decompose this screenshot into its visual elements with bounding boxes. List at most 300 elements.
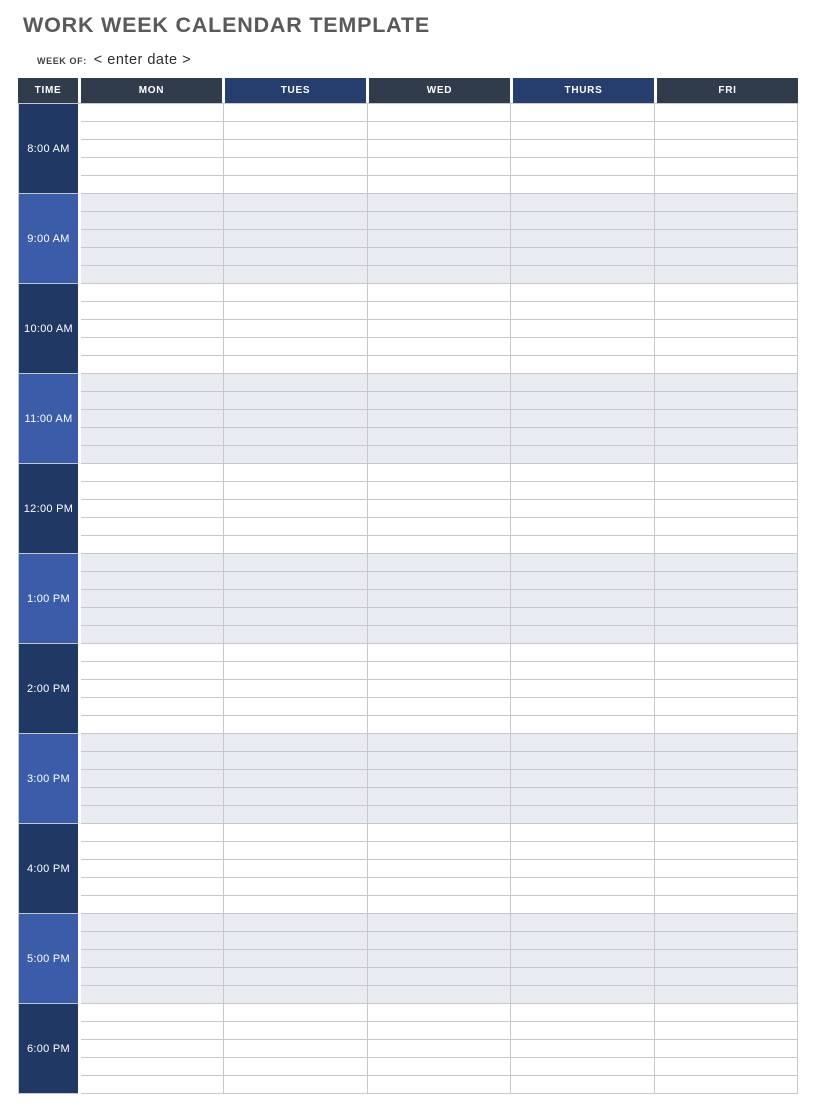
slot-grid <box>78 734 798 824</box>
calendar-cell[interactable] <box>511 212 654 230</box>
calendar-cell[interactable] <box>655 230 798 248</box>
calendar-cell[interactable] <box>511 194 654 212</box>
calendar-cell[interactable] <box>368 122 511 140</box>
calendar-cell[interactable] <box>368 806 511 824</box>
calendar-cell[interactable] <box>368 284 511 302</box>
calendar-cell[interactable] <box>511 986 654 1004</box>
calendar-cell[interactable] <box>81 788 224 806</box>
calendar-cell[interactable] <box>224 500 367 518</box>
calendar-cell[interactable] <box>81 194 224 212</box>
calendar-cell[interactable] <box>655 842 798 860</box>
calendar-cell[interactable] <box>81 104 224 122</box>
calendar-cell[interactable] <box>511 914 654 932</box>
calendar-cell[interactable] <box>224 878 367 896</box>
calendar-cell[interactable] <box>368 410 511 428</box>
hour-block <box>19 464 798 554</box>
time-cell: 10:00 AM <box>19 284 78 374</box>
calendar-cell[interactable] <box>368 716 511 734</box>
calendar-cell[interactable] <box>224 338 367 356</box>
calendar-cell[interactable] <box>511 950 654 968</box>
calendar-cell[interactable] <box>655 986 798 1004</box>
calendar-cell[interactable] <box>655 392 798 410</box>
calendar-cell[interactable] <box>81 1004 224 1022</box>
calendar-cell[interactable] <box>224 266 367 284</box>
calendar-cell[interactable] <box>655 698 798 716</box>
calendar-cell[interactable] <box>368 572 511 590</box>
calendar-cell[interactable] <box>511 842 654 860</box>
calendar-cell[interactable] <box>81 698 224 716</box>
calendar-cell[interactable] <box>224 374 367 392</box>
calendar-cell[interactable] <box>81 428 224 446</box>
calendar-cell[interactable] <box>81 482 224 500</box>
calendar-cell[interactable] <box>81 716 224 734</box>
calendar-cell[interactable] <box>81 320 224 338</box>
day-header-wed: WED <box>366 78 510 103</box>
calendar-cell[interactable] <box>655 950 798 968</box>
calendar-cell[interactable] <box>224 662 367 680</box>
calendar-cell[interactable] <box>511 590 654 608</box>
calendar-cell[interactable] <box>368 1058 511 1076</box>
calendar-cell[interactable] <box>81 554 224 572</box>
calendar-cell[interactable] <box>655 266 798 284</box>
calendar-cell[interactable] <box>81 860 224 878</box>
calendar-cell[interactable] <box>655 482 798 500</box>
calendar-cell[interactable] <box>224 788 367 806</box>
calendar-cell[interactable] <box>224 212 367 230</box>
calendar-cell[interactable] <box>511 968 654 986</box>
time-cell: 1:00 PM <box>19 554 78 644</box>
calendar-cell[interactable] <box>368 680 511 698</box>
calendar-cell[interactable] <box>655 554 798 572</box>
calendar-cell[interactable] <box>81 500 224 518</box>
calendar-cell[interactable] <box>655 158 798 176</box>
calendar-cell[interactable] <box>224 626 367 644</box>
calendar-cell[interactable] <box>81 986 224 1004</box>
calendar-cell[interactable] <box>224 770 367 788</box>
calendar-cell[interactable] <box>224 950 367 968</box>
calendar-cell[interactable] <box>511 680 654 698</box>
slot-grid <box>78 284 798 374</box>
calendar-cell[interactable] <box>511 266 654 284</box>
calendar-cell[interactable] <box>655 968 798 986</box>
calendar-cell[interactable] <box>655 104 798 122</box>
calendar-cell[interactable] <box>511 356 654 374</box>
calendar-cell[interactable] <box>224 842 367 860</box>
calendar-cell[interactable] <box>511 734 654 752</box>
calendar-cell[interactable] <box>655 176 798 194</box>
hour-block <box>19 1004 798 1094</box>
calendar-cell[interactable] <box>655 428 798 446</box>
calendar-cell[interactable] <box>81 212 224 230</box>
calendar-cell[interactable] <box>511 338 654 356</box>
calendar-cell[interactable] <box>655 284 798 302</box>
day-header-thurs: THURS <box>510 78 654 103</box>
calendar-cell[interactable] <box>224 806 367 824</box>
calendar-cell[interactable] <box>224 1022 367 1040</box>
calendar-cell[interactable] <box>655 446 798 464</box>
calendar-cell[interactable] <box>368 590 511 608</box>
time-cell: 5:00 PM <box>19 914 78 1004</box>
calendar-cell[interactable] <box>224 428 367 446</box>
calendar-cell[interactable] <box>511 410 654 428</box>
calendar-cell[interactable] <box>368 140 511 158</box>
calendar-cell[interactable] <box>655 860 798 878</box>
calendar-cell[interactable] <box>81 1040 224 1058</box>
calendar-cell[interactable] <box>368 1022 511 1040</box>
calendar-cell[interactable] <box>655 1076 798 1094</box>
time-cell: 8:00 AM <box>19 104 78 194</box>
calendar-cell[interactable] <box>655 932 798 950</box>
calendar-cell[interactable] <box>368 734 511 752</box>
calendar-cell[interactable] <box>224 680 367 698</box>
calendar-cell[interactable] <box>655 122 798 140</box>
calendar-cell[interactable] <box>224 176 367 194</box>
calendar-cell[interactable] <box>368 878 511 896</box>
calendar-cell[interactable] <box>655 896 798 914</box>
calendar-cell[interactable] <box>368 662 511 680</box>
calendar-cell[interactable] <box>511 158 654 176</box>
calendar-cell[interactable] <box>81 1022 224 1040</box>
slot-grid <box>78 104 798 194</box>
hour-block <box>19 284 798 374</box>
calendar-cell[interactable] <box>224 1058 367 1076</box>
hour-block <box>19 554 798 644</box>
calendar-cell[interactable] <box>224 860 367 878</box>
calendar-cell[interactable] <box>368 860 511 878</box>
calendar-cell[interactable] <box>511 446 654 464</box>
calendar-cell[interactable] <box>81 338 224 356</box>
calendar-cell[interactable] <box>224 482 367 500</box>
calendar-cell[interactable] <box>81 176 224 194</box>
calendar-cell[interactable] <box>81 464 224 482</box>
calendar-cell[interactable] <box>81 806 224 824</box>
calendar-cell[interactable] <box>511 896 654 914</box>
calendar-cell[interactable] <box>655 320 798 338</box>
calendar-cell[interactable] <box>655 572 798 590</box>
calendar-cell[interactable] <box>81 572 224 590</box>
calendar-cell[interactable] <box>81 446 224 464</box>
calendar-cell[interactable] <box>224 968 367 986</box>
calendar-cell[interactable] <box>655 194 798 212</box>
calendar-cell[interactable] <box>368 932 511 950</box>
calendar-cell[interactable] <box>655 680 798 698</box>
calendar-cell[interactable] <box>655 1004 798 1022</box>
calendar-cell[interactable] <box>224 392 367 410</box>
calendar-cell[interactable] <box>655 770 798 788</box>
calendar-cell[interactable] <box>511 536 654 554</box>
calendar-cell[interactable] <box>655 410 798 428</box>
calendar-cell[interactable] <box>368 1004 511 1022</box>
calendar-cell[interactable] <box>511 752 654 770</box>
calendar-cell[interactable] <box>655 626 798 644</box>
calendar-cell[interactable] <box>655 212 798 230</box>
calendar-cell[interactable] <box>368 896 511 914</box>
calendar-cell[interactable] <box>368 464 511 482</box>
calendar-cell[interactable] <box>81 410 224 428</box>
calendar-cell[interactable] <box>81 626 224 644</box>
calendar-cell[interactable] <box>224 122 367 140</box>
calendar-cell[interactable] <box>224 986 367 1004</box>
calendar-cell[interactable] <box>655 140 798 158</box>
calendar-cell[interactable] <box>511 284 654 302</box>
calendar-cell[interactable] <box>655 644 798 662</box>
calendar-cell[interactable] <box>81 842 224 860</box>
calendar-cell[interactable] <box>368 644 511 662</box>
calendar-cell[interactable] <box>511 1004 654 1022</box>
calendar-cell[interactable] <box>368 518 511 536</box>
calendar-cell[interactable] <box>368 158 511 176</box>
calendar-cell[interactable] <box>81 302 224 320</box>
calendar-cell[interactable] <box>511 932 654 950</box>
calendar-cell[interactable] <box>224 734 367 752</box>
calendar-cell[interactable] <box>368 230 511 248</box>
calendar-cell[interactable] <box>224 320 367 338</box>
calendar-cell[interactable] <box>81 950 224 968</box>
calendar-cell[interactable] <box>368 500 511 518</box>
calendar-cell[interactable] <box>655 806 798 824</box>
calendar-cell[interactable] <box>81 608 224 626</box>
calendar-cell[interactable] <box>655 338 798 356</box>
calendar-cell[interactable] <box>368 914 511 932</box>
calendar-cell[interactable] <box>224 194 367 212</box>
calendar-cell[interactable] <box>81 932 224 950</box>
calendar-cell[interactable] <box>224 536 367 554</box>
calendar-cell[interactable] <box>368 338 511 356</box>
calendar-cell[interactable] <box>368 842 511 860</box>
calendar-cell[interactable] <box>511 608 654 626</box>
calendar-cell[interactable] <box>224 590 367 608</box>
calendar-cell[interactable] <box>224 104 367 122</box>
calendar-cell[interactable] <box>511 518 654 536</box>
calendar-cell[interactable] <box>655 356 798 374</box>
calendar-cell[interactable] <box>511 716 654 734</box>
calendar-cell[interactable] <box>511 860 654 878</box>
calendar-cell[interactable] <box>224 752 367 770</box>
calendar-cell[interactable] <box>224 1040 367 1058</box>
calendar-cell[interactable] <box>511 878 654 896</box>
calendar-cell[interactable] <box>224 914 367 932</box>
calendar-cell[interactable] <box>655 518 798 536</box>
calendar-cell[interactable] <box>511 104 654 122</box>
calendar-cell[interactable] <box>224 158 367 176</box>
calendar-cell[interactable] <box>511 230 654 248</box>
calendar-cell[interactable] <box>368 176 511 194</box>
calendar-cell[interactable] <box>368 374 511 392</box>
slot-grid <box>78 554 798 644</box>
calendar-cell[interactable] <box>368 752 511 770</box>
calendar-cell[interactable] <box>81 374 224 392</box>
calendar-cell[interactable] <box>655 914 798 932</box>
calendar-cell[interactable] <box>368 1076 511 1094</box>
calendar-cell[interactable] <box>224 572 367 590</box>
calendar-cell[interactable] <box>81 1076 224 1094</box>
calendar-cell[interactable] <box>368 446 511 464</box>
calendar-cell[interactable] <box>655 662 798 680</box>
calendar-cell[interactable] <box>224 1076 367 1094</box>
calendar-cell[interactable] <box>511 644 654 662</box>
calendar-cell[interactable] <box>224 356 367 374</box>
slot-grid <box>78 374 798 464</box>
calendar-body <box>18 103 798 1094</box>
calendar-cell[interactable] <box>368 248 511 266</box>
calendar-cell[interactable] <box>224 608 367 626</box>
calendar-cell[interactable] <box>511 626 654 644</box>
calendar-cell[interactable] <box>368 194 511 212</box>
calendar-cell[interactable] <box>511 788 654 806</box>
time-cell: 3:00 PM <box>19 734 78 824</box>
calendar-cell[interactable] <box>224 446 367 464</box>
calendar-cell[interactable] <box>511 500 654 518</box>
calendar-cell[interactable] <box>368 482 511 500</box>
calendar-cell[interactable] <box>224 518 367 536</box>
calendar-cell[interactable] <box>81 878 224 896</box>
calendar-cell[interactable] <box>81 392 224 410</box>
calendar-cell[interactable] <box>368 986 511 1004</box>
calendar-cell[interactable] <box>368 950 511 968</box>
calendar-cell[interactable] <box>368 968 511 986</box>
calendar-cell[interactable] <box>81 644 224 662</box>
calendar-cell[interactable] <box>81 1058 224 1076</box>
day-header-mon: MON <box>78 78 222 103</box>
calendar-cell[interactable] <box>511 824 654 842</box>
calendar-cell[interactable] <box>224 896 367 914</box>
week-of-row <box>37 52 191 68</box>
calendar-cell[interactable] <box>511 1076 654 1094</box>
calendar-cell[interactable] <box>81 824 224 842</box>
calendar-cell[interactable] <box>511 1022 654 1040</box>
calendar-cell[interactable] <box>511 140 654 158</box>
calendar-cell[interactable] <box>655 590 798 608</box>
calendar-cell[interactable] <box>511 662 654 680</box>
slot-grid <box>78 1004 798 1094</box>
calendar-cell[interactable] <box>655 1022 798 1040</box>
calendar-cell[interactable] <box>81 590 224 608</box>
calendar-cell[interactable] <box>368 320 511 338</box>
calendar-cell[interactable] <box>655 302 798 320</box>
calendar-cell[interactable] <box>368 788 511 806</box>
calendar-cell[interactable] <box>655 608 798 626</box>
calendar-cell[interactable] <box>368 824 511 842</box>
calendar-cell[interactable] <box>655 752 798 770</box>
calendar-cell[interactable] <box>224 464 367 482</box>
calendar-cell[interactable] <box>368 212 511 230</box>
calendar-cell[interactable] <box>511 1058 654 1076</box>
calendar-cell[interactable] <box>224 554 367 572</box>
calendar-cell[interactable] <box>81 248 224 266</box>
calendar-cell[interactable] <box>655 734 798 752</box>
calendar-cell[interactable] <box>655 374 798 392</box>
calendar-cell[interactable] <box>511 464 654 482</box>
calendar-cell[interactable] <box>655 716 798 734</box>
calendar-cell[interactable] <box>368 536 511 554</box>
calendar-cell[interactable] <box>224 410 367 428</box>
time-cell: 9:00 AM <box>19 194 78 284</box>
calendar-cell[interactable] <box>81 356 224 374</box>
calendar-cell[interactable] <box>511 392 654 410</box>
calendar-cell[interactable] <box>368 1040 511 1058</box>
day-header-tues: TUES <box>222 78 366 103</box>
calendar-cell[interactable] <box>81 230 224 248</box>
calendar-cell[interactable] <box>511 698 654 716</box>
calendar-cell[interactable] <box>81 158 224 176</box>
calendar-cell[interactable] <box>224 140 367 158</box>
calendar-cell[interactable] <box>224 248 367 266</box>
calendar-cell[interactable] <box>81 968 224 986</box>
calendar-cell[interactable] <box>368 356 511 374</box>
calendar-cell[interactable] <box>224 1004 367 1022</box>
page-title: WORK WEEK CALENDAR TEMPLATE <box>23 13 430 37</box>
calendar-cell[interactable] <box>511 428 654 446</box>
calendar-cell[interactable] <box>81 266 224 284</box>
calendar-cell[interactable] <box>511 806 654 824</box>
calendar-cell[interactable] <box>655 1040 798 1058</box>
calendar-cell[interactable] <box>368 554 511 572</box>
calendar-cell[interactable] <box>224 716 367 734</box>
calendar-cell[interactable] <box>655 500 798 518</box>
calendar-cell[interactable] <box>81 734 224 752</box>
calendar-cell[interactable] <box>655 824 798 842</box>
week-of-date-field[interactable]: < enter date > <box>93 52 192 68</box>
calendar-cell[interactable] <box>81 536 224 554</box>
calendar-cell[interactable] <box>511 554 654 572</box>
calendar-cell[interactable] <box>511 248 654 266</box>
calendar-cell[interactable] <box>224 302 367 320</box>
calendar-cell[interactable] <box>368 302 511 320</box>
calendar-cell[interactable] <box>511 320 654 338</box>
calendar-cell[interactable] <box>511 176 654 194</box>
calendar-cell[interactable] <box>81 770 224 788</box>
calendar-cell[interactable] <box>81 140 224 158</box>
calendar-cell[interactable] <box>511 122 654 140</box>
calendar-cell[interactable] <box>81 896 224 914</box>
calendar-cell[interactable] <box>655 878 798 896</box>
calendar-cell[interactable] <box>368 698 511 716</box>
calendar-cell[interactable] <box>511 302 654 320</box>
calendar-cell[interactable] <box>655 536 798 554</box>
calendar-cell[interactable] <box>368 770 511 788</box>
calendar-cell[interactable] <box>224 644 367 662</box>
calendar-cell[interactable] <box>81 752 224 770</box>
calendar-cell[interactable] <box>511 374 654 392</box>
calendar-cell[interactable] <box>368 608 511 626</box>
calendar-cell[interactable] <box>224 284 367 302</box>
time-cell: 11:00 AM <box>19 374 78 464</box>
calendar-cell[interactable] <box>655 1058 798 1076</box>
calendar-cell[interactable] <box>81 284 224 302</box>
calendar-cell[interactable] <box>655 788 798 806</box>
calendar-cell[interactable] <box>511 572 654 590</box>
calendar-cell[interactable] <box>224 932 367 950</box>
calendar-cell[interactable] <box>368 266 511 284</box>
calendar-cell[interactable] <box>368 104 511 122</box>
calendar-cell[interactable] <box>511 1040 654 1058</box>
calendar-cell[interactable] <box>81 518 224 536</box>
calendar-cell[interactable] <box>368 626 511 644</box>
calendar-cell[interactable] <box>224 824 367 842</box>
calendar-cell[interactable] <box>655 464 798 482</box>
calendar-cell[interactable] <box>224 230 367 248</box>
calendar-cell[interactable] <box>511 770 654 788</box>
calendar-cell[interactable] <box>81 680 224 698</box>
calendar-cell[interactable] <box>81 662 224 680</box>
calendar-cell[interactable] <box>655 248 798 266</box>
calendar-cell[interactable] <box>368 392 511 410</box>
calendar-cell[interactable] <box>368 428 511 446</box>
calendar-cell[interactable] <box>224 698 367 716</box>
calendar-cell[interactable] <box>81 914 224 932</box>
calendar-cell[interactable] <box>81 122 224 140</box>
calendar-cell[interactable] <box>511 482 654 500</box>
